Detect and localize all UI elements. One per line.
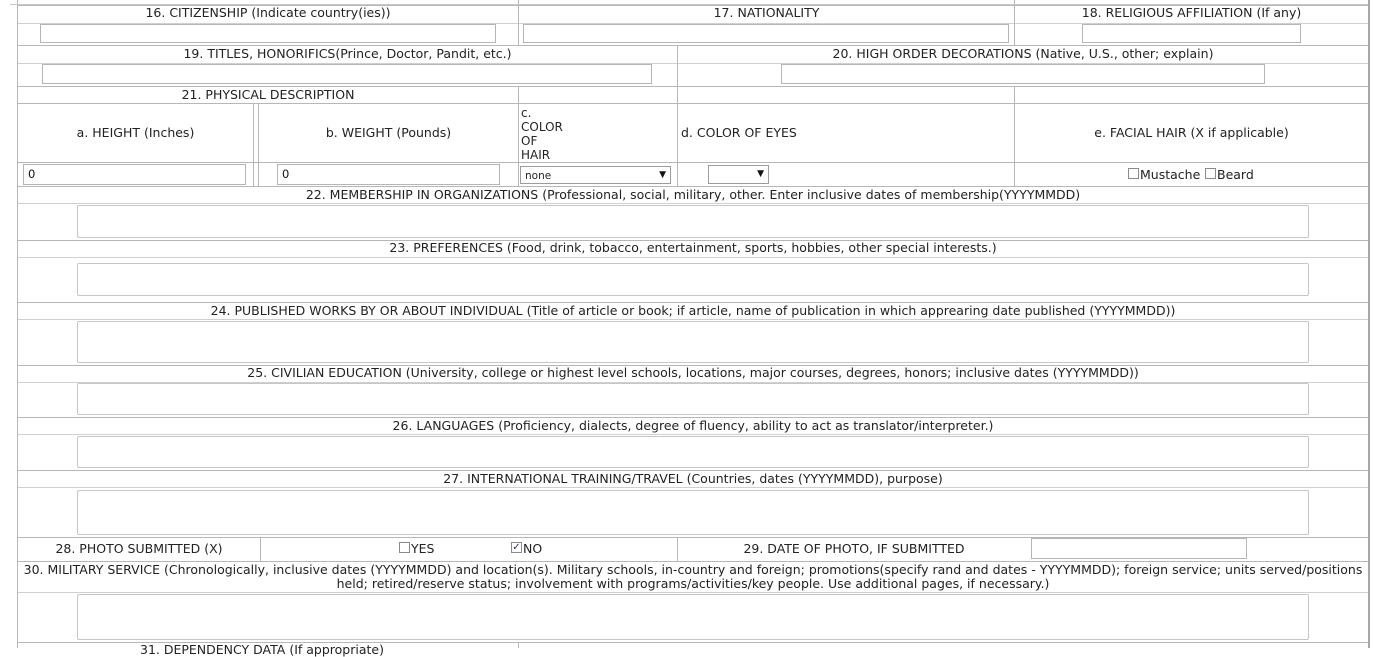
international-travel-label: 27. INTERNATIONAL TRAINING/TRAVEL (Countries, dates (YYYYMMDD), purpose)	[443, 471, 943, 486]
dependency-data-label: 31. DEPENDENCY DATA (If appropriate)	[140, 642, 384, 657]
decorations-label: 20. HIGH ORDER DECORATIONS (Native, U.S., other; explain)	[832, 46, 1214, 61]
hair-color-select[interactable]: none ▼	[520, 166, 671, 184]
mustache-label: Mustache	[1140, 167, 1201, 182]
hair-color-label: c. COLOR OF HAIR	[521, 106, 563, 162]
languages-textarea[interactable]	[77, 436, 1309, 468]
chevron-down-icon: ▼	[757, 169, 764, 179]
membership-textarea[interactable]	[77, 205, 1309, 238]
photo-no-checkbox[interactable]: ✓	[512, 542, 521, 553]
photo-yes-checkbox[interactable]	[399, 542, 410, 553]
titles-honorifics-label: 19. TITLES, HONORIFICS(Prince, Doctor, Pandit, etc.)	[183, 46, 512, 61]
height-input[interactable]: 0	[23, 164, 246, 185]
international-travel-textarea[interactable]	[77, 490, 1309, 535]
height-label: a. HEIGHT (Inches)	[76, 125, 195, 140]
decorations-input[interactable]	[781, 64, 1265, 84]
titles-honorifics-input[interactable]	[42, 64, 652, 84]
civilian-education-textarea[interactable]	[77, 383, 1309, 415]
physical-description-label: 21. PHYSICAL DESCRIPTION	[181, 87, 355, 102]
chevron-down-icon: ▼	[659, 170, 666, 180]
published-works-label: 24. PUBLISHED WORKS BY OR ABOUT INDIVIDUAL (Title of article or book; if article, name of publication in which apprearing date published (YYYYMMDD))	[210, 303, 1176, 318]
citizenship-input[interactable]	[40, 24, 496, 43]
civilian-education-label: 25. CIVILIAN EDUCATION (University, college or highest level schools, locations, major courses, degrees, honors; inclusive dates (YYYYMMDD))	[247, 365, 1139, 380]
photo-no-label: NO	[523, 541, 543, 556]
mustache-checkbox[interactable]	[1128, 168, 1139, 179]
beard-checkbox[interactable]	[1205, 168, 1216, 179]
military-service-textarea[interactable]	[77, 594, 1309, 640]
membership-label: 22. MEMBERSHIP IN ORGANIZATIONS (Professional, social, military, other. Enter inclusive dates of membership(YYYYMMDD)	[305, 187, 1081, 202]
beard-label: Beard	[1217, 167, 1254, 182]
languages-label: 26. LANGUAGES (Proficiency, dialects, degree of fluency, ability to act as translator/interpreter.)	[392, 418, 994, 433]
nationality-input[interactable]	[523, 24, 1009, 43]
photo-submitted-label: 28. PHOTO SUBMITTED (X)	[55, 541, 223, 556]
preferences-textarea[interactable]	[77, 263, 1309, 296]
weight-label: b. WEIGHT (Pounds)	[325, 125, 452, 140]
photo-date-label: 29. DATE OF PHOTO, IF SUBMITTED	[743, 541, 965, 556]
nationality-label: 17. NATIONALITY	[713, 5, 820, 20]
photo-date-input[interactable]	[1031, 538, 1247, 559]
weight-input[interactable]: 0	[277, 164, 500, 185]
military-service-label: 30. MILITARY SERVICE (Chronologically, inclusive dates (YYYYMMDD) and location(s). Military schools, in-country and foreign; promotions(specify rand and dates - YYYYMMDD); foreign service; units served/positions held; retired/reserve status; involvement with programs/activities/key people. Use additional pages, if necessary.)	[23, 562, 1363, 591]
photo-yes-label: YES	[411, 541, 435, 556]
eye-color-select[interactable]	[708, 165, 769, 184]
citizenship-label: 16. CITIZENSHIP (Indicate country(ies))	[145, 5, 391, 20]
preferences-label: 23. PREFERENCES (Food, drink, tobacco, entertainment, sports, hobbies, other special interests.)	[389, 240, 997, 255]
eye-color-label: d. COLOR OF EYES	[681, 125, 797, 140]
religious-affiliation-label: 18. RELIGIOUS AFFILIATION (If any)	[1081, 5, 1302, 20]
religious-affiliation-input[interactable]	[1082, 24, 1301, 43]
facial-hair-label: e. FACIAL HAIR (X if applicable)	[1094, 125, 1289, 140]
published-works-textarea[interactable]	[77, 321, 1309, 363]
